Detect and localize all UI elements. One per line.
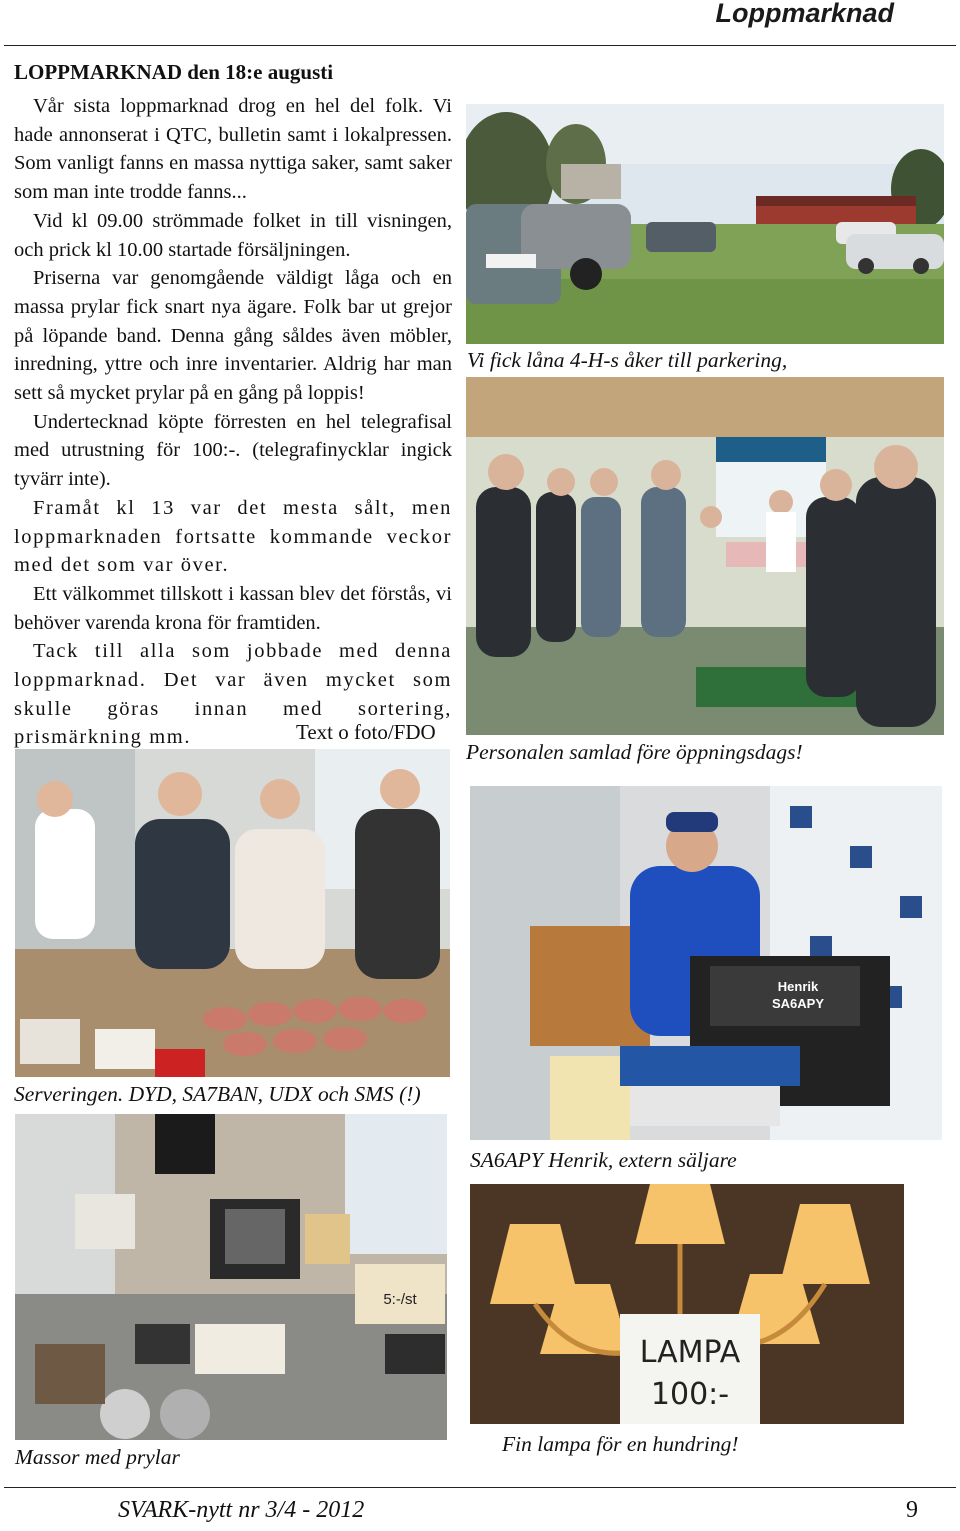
paragraph-7: Tack till alla som jobbade med denna loppmarknad. Det var även mycket som skulle göras innan med sortering, prismärkning mm. [14,640,452,749]
parking-caption: Vi fick låna 4-H-s åker till parkering, [467,348,788,372]
staff-photo [466,377,944,735]
publication-name: SVARK-nytt nr 3/4 - 2012 [118,1497,365,1523]
paragraph-5: Framåt kl 13 var det mesta sålt, men loppmarknaden fortsatte kommande veckor med det som var över. [14,496,452,577]
author-signature: Text o foto/FDO [296,720,436,744]
article-title: LOPPMARKNAD den 18:e augusti [14,60,334,84]
header-rule [4,45,956,46]
paragraph-6: Ett välkommet tillskott i kassan blev det förstås, vi behöver varenda krona för framtiden. [14,582,452,634]
lamp-photo [470,1184,904,1424]
serving-caption: Serveringen. DYD, SA7BAN, UDX och SMS (!) [14,1082,421,1106]
items-photo [15,1114,447,1440]
lamp-sign-price: 100:- [650,1377,730,1412]
seller-sign-name: Henrik [777,979,819,994]
footer-rule [4,1487,956,1488]
lamp-sign-title: LAMPA [639,1335,741,1370]
section-title: Loppmarknad [715,0,894,28]
items-caption: Massor med prylar [15,1445,180,1469]
page-number: 9 [906,1497,918,1523]
seller-photo [470,786,942,1140]
paragraph-3: Priserna var genomgående väldigt låga och en massa prylar fick snart nya ägare. Folk bar ut grejor på löpande band. Denna gång såldes även möbler, inredning, yttre och inre inventarier. Aldrig har man sett så mycket prylar på en gång på loppis! [14,267,452,405]
paragraph-2: Vid kl 09.00 strömmade folket in till visningen, och prick kl 10.00 startade försäljningen. [14,209,452,261]
serving-photo [15,749,450,1077]
parking-photo [466,104,944,344]
seller-caption: SA6APY Henrik, extern säljare [470,1148,737,1172]
lamp-caption: Fin lampa för en hundring! [502,1432,739,1456]
staff-caption: Personalen samlad före öppningsdags! [466,740,803,764]
paragraph-4: Undertecknad köpte förresten en hel telegrafisal med utrustning för 100:-. (telegrafinycklar ingick tyvärr inte). [14,410,452,491]
items-sign: 5:-/st [383,1291,417,1308]
seller-sign-call: SA6APY [771,996,825,1011]
paragraph-1: Vår sista loppmarknad drog en hel del folk. Vi hade annonserat i QTC, bulletin samt i lokalpressen. Som vanligt fanns en massa nyttiga saker, samt saker som man inte trodde fanns... [14,95,452,204]
article-body [14,92,452,752]
